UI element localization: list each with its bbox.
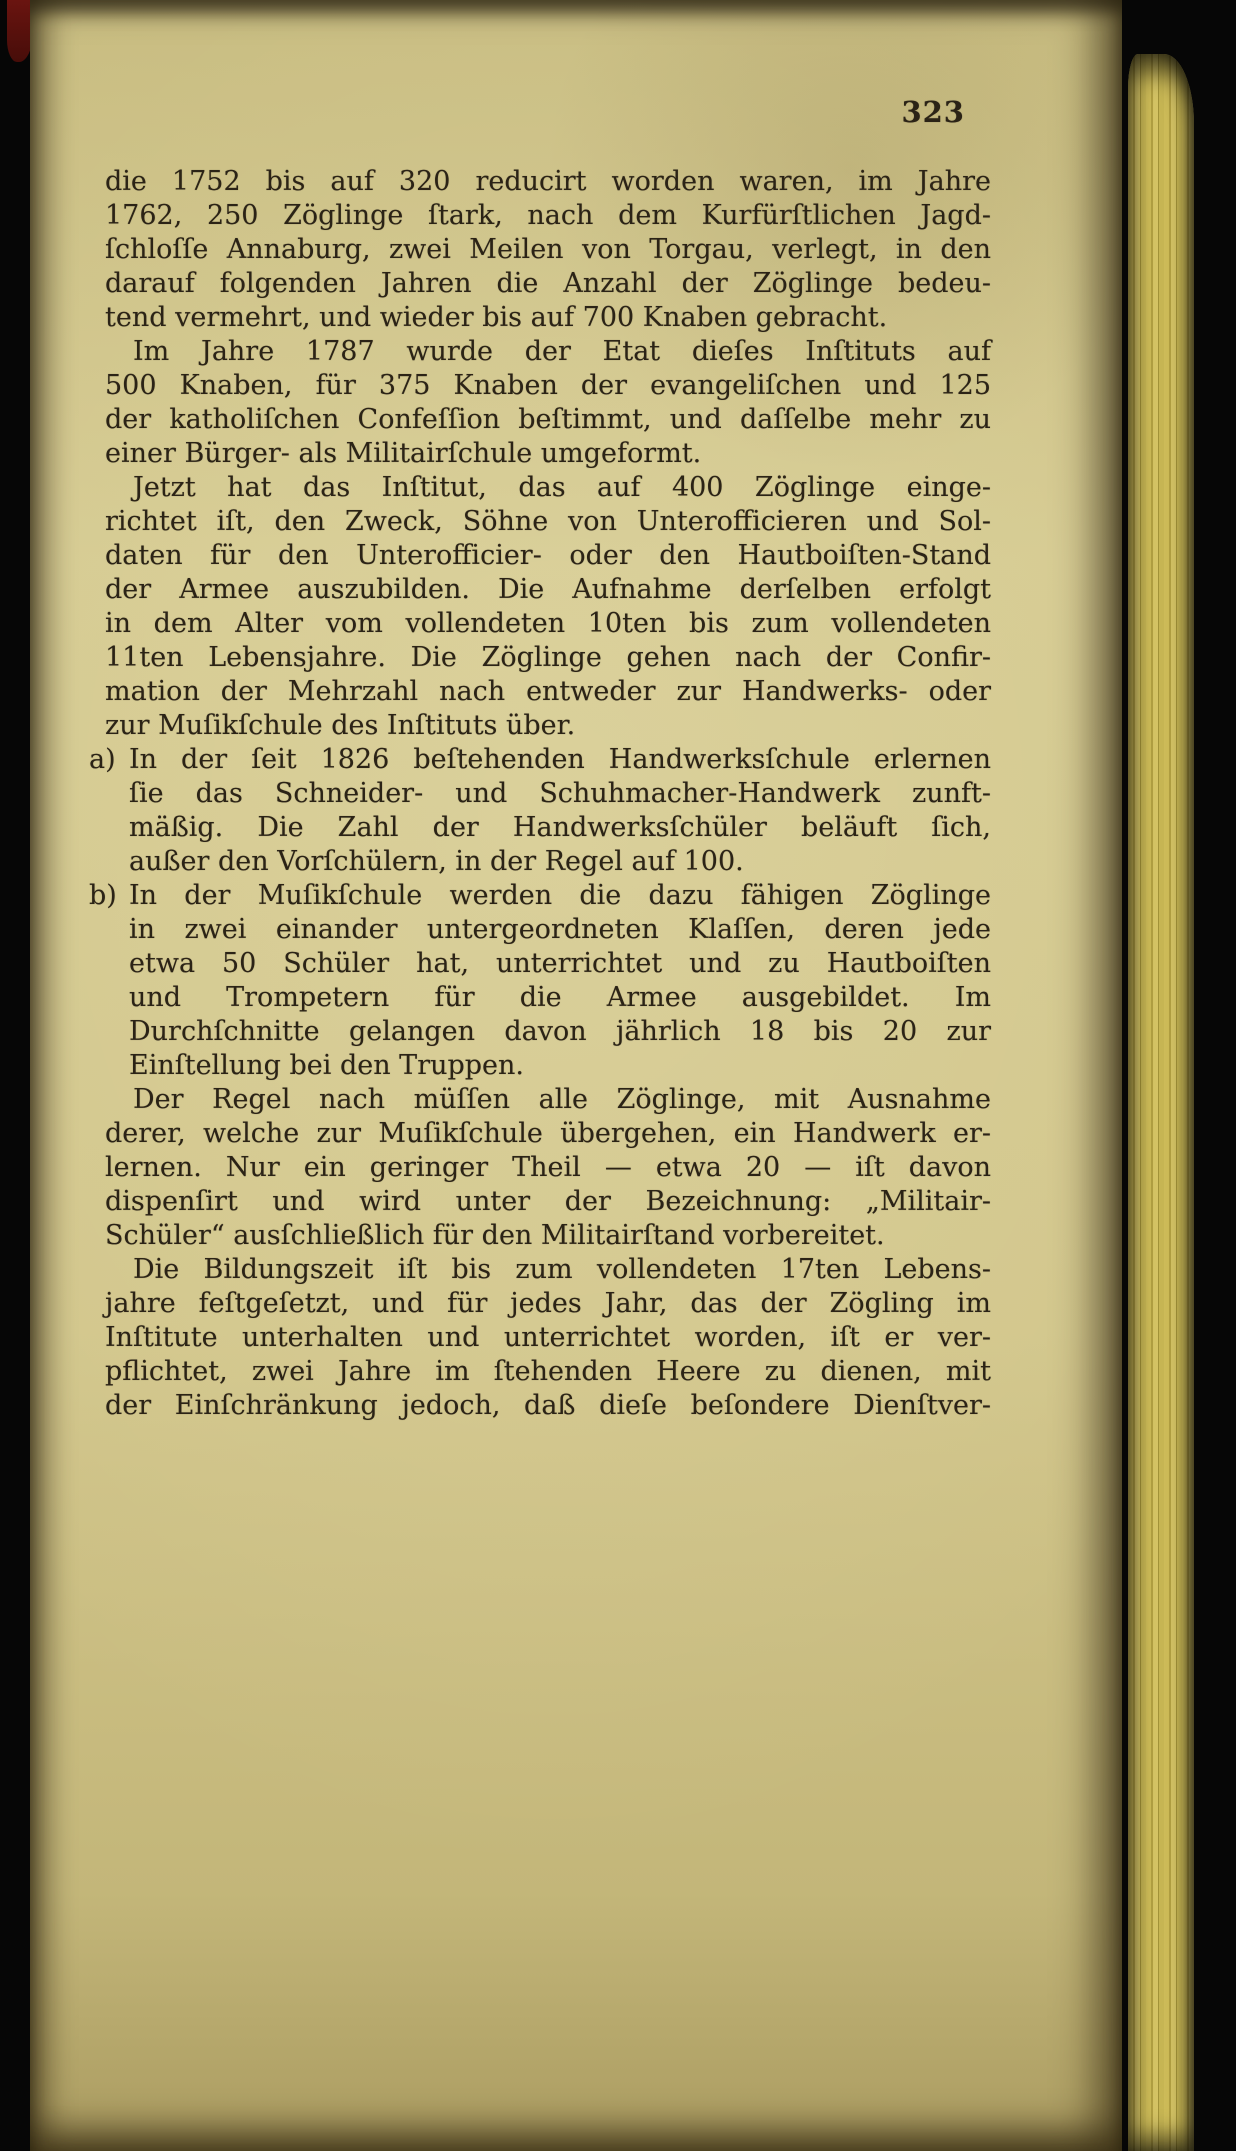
text-line: ſchloſſe Annaburg, zwei Meilen von Torgau, verlegt, in den bbox=[105, 234, 991, 265]
text-line: Schüler“ ausſchließlich für den Militairſtand vorbereitet. bbox=[105, 1220, 885, 1251]
list-item-label: b) bbox=[89, 880, 117, 911]
text-line: und Trompetern für die Armee ausgebildet. Im bbox=[129, 982, 991, 1013]
paragraph bbox=[105, 335, 991, 471]
text-line: der Einſchränkung jedoch, daß dieſe beſondere Dienſtver- bbox=[105, 1390, 991, 1421]
page-number: 323 bbox=[901, 95, 965, 129]
text-line: In der Muſikſchule werden die dazu fähigen Zöglinge bbox=[129, 880, 991, 911]
list-item bbox=[89, 879, 991, 1083]
text-line: außer den Vorſchülern, in der Regel auf 100. bbox=[129, 846, 744, 877]
text-line: der katholiſchen Confeſſion beſtimmt, und daſſelbe mehr zu bbox=[105, 404, 991, 435]
text-line: dispenſirt und wird unter der Bezeichnung: „Militair- bbox=[105, 1186, 991, 1217]
text-line: In der ſeit 1826 beſtehenden Handwerksſchule erlernen bbox=[129, 744, 991, 775]
text-line: 11ten Lebensjahre. Die Zöglinge gehen nach der Confir- bbox=[105, 642, 991, 673]
list-item-label: a) bbox=[89, 744, 116, 775]
text-line: Die Bildungszeit iſt bis zum vollendeten 17ten Lebens- bbox=[133, 1254, 991, 1285]
book-page bbox=[30, 0, 1122, 2151]
text-line: darauf folgenden Jahren die Anzahl der Zöglinge bedeu- bbox=[105, 268, 991, 299]
paragraph bbox=[105, 1083, 991, 1253]
paragraph bbox=[105, 471, 991, 743]
text-line: derer, welche zur Muſikſchule übergehen, ein Handwerk er- bbox=[105, 1118, 991, 1149]
text-line: mäßig. Die Zahl der Handwerksſchüler beläuft ſich, bbox=[129, 812, 991, 843]
paragraph bbox=[105, 1253, 991, 1423]
text-line: in dem Alter vom vollendeten 10ten bis zum vollendeten bbox=[105, 608, 991, 639]
text-line: jahre feſtgeſetzt, und für jedes Jahr, das der Zögling im bbox=[105, 1288, 991, 1319]
text-line: die 1752 bis auf 320 reducirt worden waren, im Jahre bbox=[105, 166, 991, 197]
text-line: Durchſchnitte gelangen davon jährlich 18 bis 20 zur bbox=[129, 1016, 991, 1047]
text-line: daten für den Unterofficier- oder den Hautboiſten-Stand bbox=[105, 540, 991, 571]
page-stack-edge bbox=[1128, 54, 1194, 2151]
text-line: Inſtitute unterhalten und unterrichtet worden, iſt er ver- bbox=[105, 1322, 991, 1353]
text-line: 1762, 250 Zöglinge ſtark, nach dem Kurfürſtlichen Jagd- bbox=[105, 200, 991, 231]
text-line: mation der Mehrzahl nach entweder zur Handwerks- oder bbox=[105, 676, 991, 707]
text-line: lernen. Nur ein geringer Theil — etwa 20 — iſt davon bbox=[105, 1152, 991, 1183]
page-text-column bbox=[89, 95, 991, 1423]
text-line: Jetzt hat das Inſtitut, das auf 400 Zöglinge einge- bbox=[133, 472, 991, 503]
text-line: Einſtellung bei den Truppen. bbox=[129, 1050, 525, 1081]
text-line: tend vermehrt, und wieder bis auf 700 Knaben gebracht. bbox=[105, 302, 888, 333]
text-line: ſie das Schneider- und Schuhmacher-Handwerk zunft- bbox=[129, 778, 991, 809]
text-line: pflichtet, zwei Jahre im ſtehenden Heere zu dienen, mit bbox=[105, 1356, 991, 1387]
text-line: Der Regel nach müſſen alle Zöglinge, mit Ausnahme bbox=[133, 1084, 991, 1115]
paragraph bbox=[105, 165, 991, 335]
text-line: der Armee auszubilden. Die Aufnahme derſelben erfolgt bbox=[105, 574, 991, 605]
text-line: etwa 50 Schüler hat, unterrichtet und zu Hautboiſten bbox=[129, 948, 991, 979]
text-line: in zwei einander untergeordneten Klaſſen, deren jede bbox=[129, 914, 991, 945]
list-item bbox=[89, 743, 991, 879]
text-line: zur Muſikſchule des Inſtituts über. bbox=[105, 710, 576, 741]
text-line: richtet iſt, den Zweck, Söhne von Unterofficieren und Sol- bbox=[105, 506, 991, 537]
text-line: einer Bürger- als Militairſchule umgeformt. bbox=[105, 438, 702, 469]
page-body-text bbox=[89, 165, 991, 1423]
text-line: 500 Knaben, für 375 Knaben der evangeliſchen und 125 bbox=[105, 370, 991, 401]
text-line: Im Jahre 1787 wurde der Etat dieſes Inſtituts auf bbox=[133, 336, 991, 367]
